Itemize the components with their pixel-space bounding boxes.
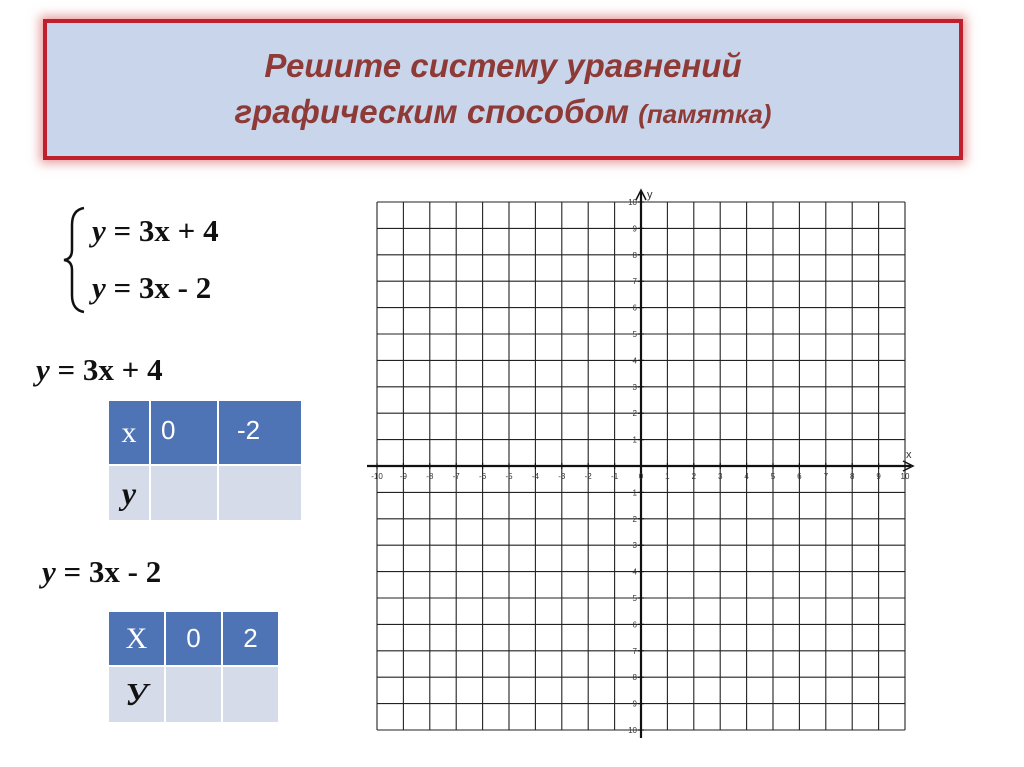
y-tick-label: 5 — [632, 330, 637, 339]
y-tick-label: 3 — [632, 541, 637, 551]
x-tick-label: -1 — [611, 472, 619, 481]
y-tick-label: 8 — [632, 250, 637, 260]
x-tick-label: -9 — [399, 472, 407, 481]
y-tick-label: 8 — [632, 673, 637, 683]
x-tick-label: 5 — [770, 472, 776, 481]
x-tick-label: 6 — [797, 472, 802, 481]
y-tick-label: 7 — [632, 646, 637, 656]
y-tick-label: 5 — [632, 594, 637, 603]
x-tick-label: -7 — [452, 472, 460, 481]
title-line-2 — [235, 89, 772, 137]
x-tick-label: -2 — [584, 472, 592, 481]
y-tick-label: 9 — [632, 224, 637, 234]
x-tick-label: -6 — [479, 472, 487, 481]
x-tick-label: 3 — [717, 472, 723, 481]
system-equation-2 — [92, 272, 211, 303]
y-tick-label: 6 — [632, 303, 637, 313]
table-2-y-cell-1[interactable] — [165, 666, 222, 723]
x-tick-label: 4 — [744, 472, 749, 481]
system-eq2-lhs: y — [92, 270, 106, 305]
equation-2-lhs: y — [42, 554, 56, 589]
x-tick-label: -4 — [531, 472, 539, 481]
y-tick-label: 2 — [632, 409, 637, 419]
x-tick-label: -10 — [371, 472, 383, 481]
x-tick-label: 1 — [665, 472, 670, 481]
title-box — [43, 19, 963, 160]
system-eq1-rhs: = 3x + 4 — [105, 213, 219, 248]
table-2-y-label: У — [108, 666, 165, 723]
value-table-2 — [107, 610, 280, 724]
equation-1-heading — [36, 354, 163, 385]
equation-1-rhs: = 3x + 4 — [49, 352, 163, 387]
table-1-x-cell-2: -2 — [218, 400, 302, 465]
x-tick-label: -8 — [426, 472, 434, 481]
x-tick-label: -3 — [558, 472, 566, 481]
y-tick-label: 6 — [632, 620, 637, 630]
equation-2-heading — [42, 556, 161, 587]
system-eq2-rhs: = 3x - 2 — [105, 270, 212, 305]
equation-1-lhs: y — [36, 352, 50, 387]
y-tick-label: 1 — [632, 435, 637, 445]
table-1-y-cell-1[interactable] — [150, 465, 218, 521]
y-axis-label: y — [647, 189, 653, 201]
y-tick-label: 4 — [632, 567, 637, 577]
table-2-y-cell-2[interactable] — [222, 666, 279, 723]
table-1-y-label: y — [108, 465, 150, 521]
y-tick-label: 10 — [628, 726, 637, 735]
system-equation-1 — [92, 215, 219, 246]
y-tick-label: 4 — [632, 356, 637, 366]
x-tick-label: 7 — [823, 472, 829, 481]
y-tick-label: 9 — [632, 699, 637, 709]
equation-2-rhs: = 3x - 2 — [55, 554, 162, 589]
title-line-1: Решите систему уравнений — [264, 46, 742, 84]
system-brace — [62, 205, 88, 315]
table-2-x-label: X — [108, 611, 165, 666]
x-axis-label: x — [906, 449, 912, 461]
table-2-x-cell-1: 0 — [165, 611, 222, 666]
table-1-y-cell-2[interactable] — [218, 465, 302, 521]
y-tick-label: 7 — [632, 277, 637, 287]
x-tick-label: 0 — [638, 472, 644, 481]
y-tick-label: 10 — [628, 198, 637, 207]
table-1-x-cell-1: 0 — [150, 400, 218, 465]
y-tick-label: 2 — [632, 514, 637, 524]
system-eq1-lhs: y — [92, 213, 106, 248]
title-main: графическим способом — [234, 92, 630, 130]
x-tick-label: -5 — [505, 472, 513, 481]
x-tick-label: 9 — [876, 472, 881, 481]
x-tick-label: 10 — [900, 472, 910, 481]
x-tick-label: 8 — [849, 472, 855, 481]
y-tick-label: 3 — [632, 382, 637, 392]
table-2-x-cell-2: 2 — [222, 611, 279, 666]
coordinate-plane — [338, 188, 950, 748]
y-tick-label: 1 — [632, 488, 637, 498]
title-note: (памятка) — [638, 98, 772, 129]
x-tick-label: 2 — [691, 472, 697, 481]
value-table-1 — [107, 399, 303, 522]
table-1-x-label: x — [108, 400, 150, 465]
